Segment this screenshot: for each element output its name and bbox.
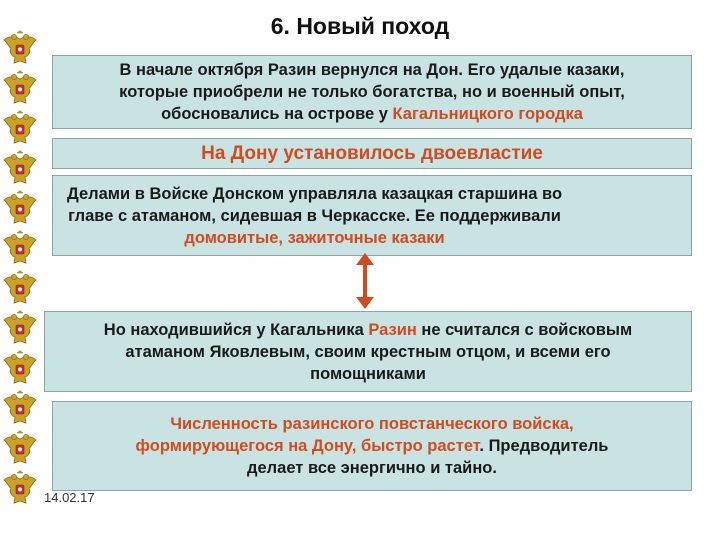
box-line: атаманом Яковлевым, своим крестным отцом, и всеми его <box>125 342 611 361</box>
box-line: Делами в Войске Донском управляла казацкая старшина во <box>67 184 563 203</box>
box-line <box>119 103 625 125</box>
highlight-text: На Дону установилось двоевластие <box>201 142 543 164</box>
double-headed-eagle-icon <box>2 150 38 186</box>
highlight-text: домовитые, зажиточные казаки <box>184 228 445 247</box>
double-headed-eagle-icon <box>2 30 38 66</box>
double-headed-eagle-icon <box>2 310 38 346</box>
double-headed-eagle-icon <box>2 190 38 226</box>
double-headed-eagle-icon <box>2 350 38 386</box>
box-line <box>104 319 632 341</box>
double-headed-eagle-icon <box>2 110 38 146</box>
box-line: главе с атаманом, сидевшая в Черкасске. Ее поддерживали <box>68 206 561 225</box>
double-headed-eagle-icon <box>2 230 38 266</box>
box-line <box>136 413 609 435</box>
box-text: Но находившийся у Кагальника <box>103 320 369 339</box>
highlight-text: Кагальницкого городка <box>392 105 583 123</box>
highlight-text: Разин <box>368 320 417 339</box>
text-box-dual-power <box>52 138 692 169</box>
double-arrow-icon <box>350 253 380 309</box>
box-line: В начале октября Разин вернулся на Дон. Его удалые казаки, <box>119 61 625 79</box>
box-line: делает все энергично и тайно. <box>247 459 497 477</box>
double-headed-eagle-icon <box>2 470 38 506</box>
double-headed-eagle-icon <box>2 390 38 426</box>
page-title: 6. Новый поход <box>270 13 450 39</box>
box-text: . Предводитель <box>479 437 609 455</box>
box-line: помощниками <box>310 364 426 383</box>
box-line: которые приобрели не только богатства, но и военный опыт, <box>119 83 625 101</box>
slide-date: 14.02.17 <box>44 490 95 505</box>
text-box-army <box>52 401 692 491</box>
highlight-text: Численность разинского повстанческого войска, <box>170 415 574 433</box>
text-box-elders <box>52 175 692 256</box>
double-headed-eagle-icon <box>2 430 38 466</box>
double-headed-eagle-icon <box>2 70 38 106</box>
text-box-razin <box>44 311 692 392</box>
box-line <box>136 435 609 457</box>
box-text: не считался с войсковым <box>416 320 633 339</box>
box-text: обосновались на острове у <box>161 105 393 123</box>
highlight-text: формирующегося на Дону, быстро растет <box>135 437 480 455</box>
box-line <box>67 227 562 249</box>
text-box-return <box>52 55 692 129</box>
eagle-column <box>0 30 38 510</box>
double-headed-eagle-icon <box>2 270 38 306</box>
